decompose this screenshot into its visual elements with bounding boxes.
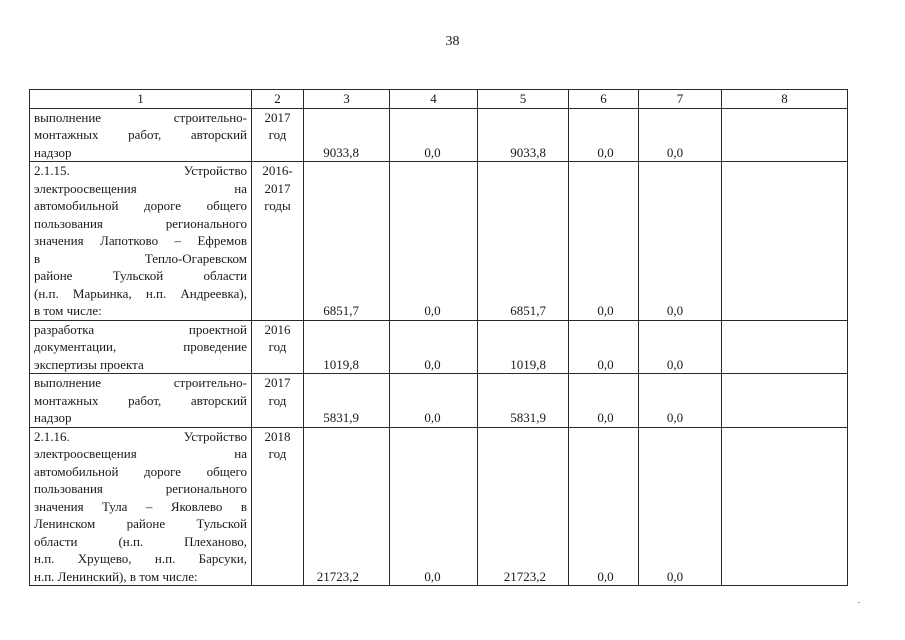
description-line: н.п. Хрущево, н.п. Барсуки,: [34, 551, 247, 566]
table-row: [30, 374, 848, 428]
table-row: [30, 427, 848, 586]
scan-speck: [858, 602, 860, 603]
period-line: 2017: [264, 180, 291, 196]
value-cell-c8: [722, 108, 848, 162]
period-line: год: [268, 127, 287, 142]
description-line: н.п. Ленинский), в том числе:: [34, 568, 198, 584]
value-cell-c8: [722, 162, 848, 321]
value-cell-c4: 0,0: [390, 162, 478, 321]
period-line: год: [268, 339, 287, 354]
column-header: 4: [390, 90, 478, 109]
description-line: выполнение строительно-: [34, 375, 247, 390]
description-line: электроосвещения на: [34, 180, 247, 196]
table-row: [30, 320, 848, 374]
description-line: в Тепло-Огаревском: [34, 250, 247, 266]
value-cell-c7: 0,0: [639, 108, 722, 162]
value-cell-c7: 0,0: [639, 162, 722, 321]
description-line: монтажных работ, авторский: [34, 127, 247, 142]
value-cell-c4: 0,0: [390, 108, 478, 162]
period-line: 2017: [264, 109, 291, 125]
value-cell-c7: 0,0: [639, 374, 722, 428]
value-cell-c3: 6851,7: [304, 162, 390, 321]
period-line: годы: [264, 198, 291, 213]
period-line: 2017: [264, 375, 291, 390]
value-cell-c7: 0,0: [639, 427, 722, 586]
table-header-row: [30, 90, 848, 109]
description-line: экспертизы проекта: [34, 356, 144, 372]
description-line: 2.1.15. Устройство: [34, 163, 247, 178]
value-cell-c6: 0,0: [569, 427, 639, 586]
period-line: 2016-: [262, 163, 293, 178]
description-line: значения Тула – Яковлево в: [34, 498, 247, 514]
row-period: [252, 162, 304, 321]
value-cell-c4: 0,0: [390, 374, 478, 428]
value-cell-c3: 21723,2: [304, 427, 390, 586]
column-header: 3: [304, 90, 390, 109]
description-line: пользования регионального: [34, 215, 247, 231]
value-cell-c6: 0,0: [569, 320, 639, 374]
value-cell-c3: 1019,8: [304, 320, 390, 374]
description-line: области (н.п. Плеханово,: [34, 533, 247, 549]
period-line: 2016: [264, 321, 291, 337]
value-cell-c4: 0,0: [390, 320, 478, 374]
value-cell-c6: 0,0: [569, 108, 639, 162]
table-row: [30, 108, 848, 162]
description-line: надзор: [34, 144, 72, 160]
description-line: пользования регионального: [34, 481, 247, 496]
page-number: 38: [445, 34, 460, 49]
description-line: (н.п. Марьинка, н.п. Андреевка),: [34, 285, 247, 301]
column-header: 2: [252, 90, 304, 109]
value-cell-c5: 5831,9: [478, 374, 569, 428]
column-header: 5: [478, 90, 569, 109]
row-description: [30, 374, 252, 428]
column-header: 1: [30, 90, 252, 109]
value-cell-c4: 0,0: [390, 427, 478, 586]
value-cell-c5: 1019,8: [478, 320, 569, 374]
description-line: автомобильной дороге общего: [34, 463, 247, 479]
row-period: [252, 374, 304, 428]
value-cell-c3: 5831,9: [304, 374, 390, 428]
row-description: [30, 108, 252, 162]
description-line: документации, проведение: [34, 339, 247, 354]
column-header: 6: [569, 90, 639, 109]
value-cell-c5: 21723,2: [478, 427, 569, 586]
value-cell-c6: 0,0: [569, 162, 639, 321]
row-period: [252, 320, 304, 374]
description-line: в том числе:: [34, 303, 102, 318]
period-line: 2018: [264, 428, 291, 444]
description-line: разработка проектной: [34, 321, 247, 337]
column-header: 7: [639, 90, 722, 109]
description-line: монтажных работ, авторский: [34, 392, 247, 408]
value-cell-c6: 0,0: [569, 374, 639, 428]
row-description: [30, 320, 252, 374]
description-line: надзор: [34, 410, 72, 425]
value-cell-c8: [722, 374, 848, 428]
description-line: значения Лапотково – Ефремов: [34, 233, 247, 248]
description-line: Ленинском районе Тульской: [34, 516, 247, 531]
value-cell-c5: 6851,7: [478, 162, 569, 321]
row-description: [30, 162, 252, 321]
description-line: районе Тульской области: [34, 268, 247, 283]
row-period: [252, 427, 304, 586]
description-line: автомобильной дороге общего: [34, 198, 247, 213]
description-line: выполнение строительно-: [34, 109, 247, 125]
value-cell-c8: [722, 320, 848, 374]
description-line: 2.1.16. Устройство: [34, 428, 247, 444]
value-cell-c8: [722, 427, 848, 586]
budget-table: [29, 89, 848, 586]
column-header: 8: [722, 90, 848, 109]
value-cell-c3: 9033,8: [304, 108, 390, 162]
value-cell-c7: 0,0: [639, 320, 722, 374]
period-line: год: [268, 392, 287, 408]
table-row: [30, 162, 848, 321]
description-line: электроосвещения на: [34, 446, 247, 461]
row-description: [30, 427, 252, 586]
value-cell-c5: 9033,8: [478, 108, 569, 162]
row-period: [252, 108, 304, 162]
period-line: год: [268, 446, 287, 461]
